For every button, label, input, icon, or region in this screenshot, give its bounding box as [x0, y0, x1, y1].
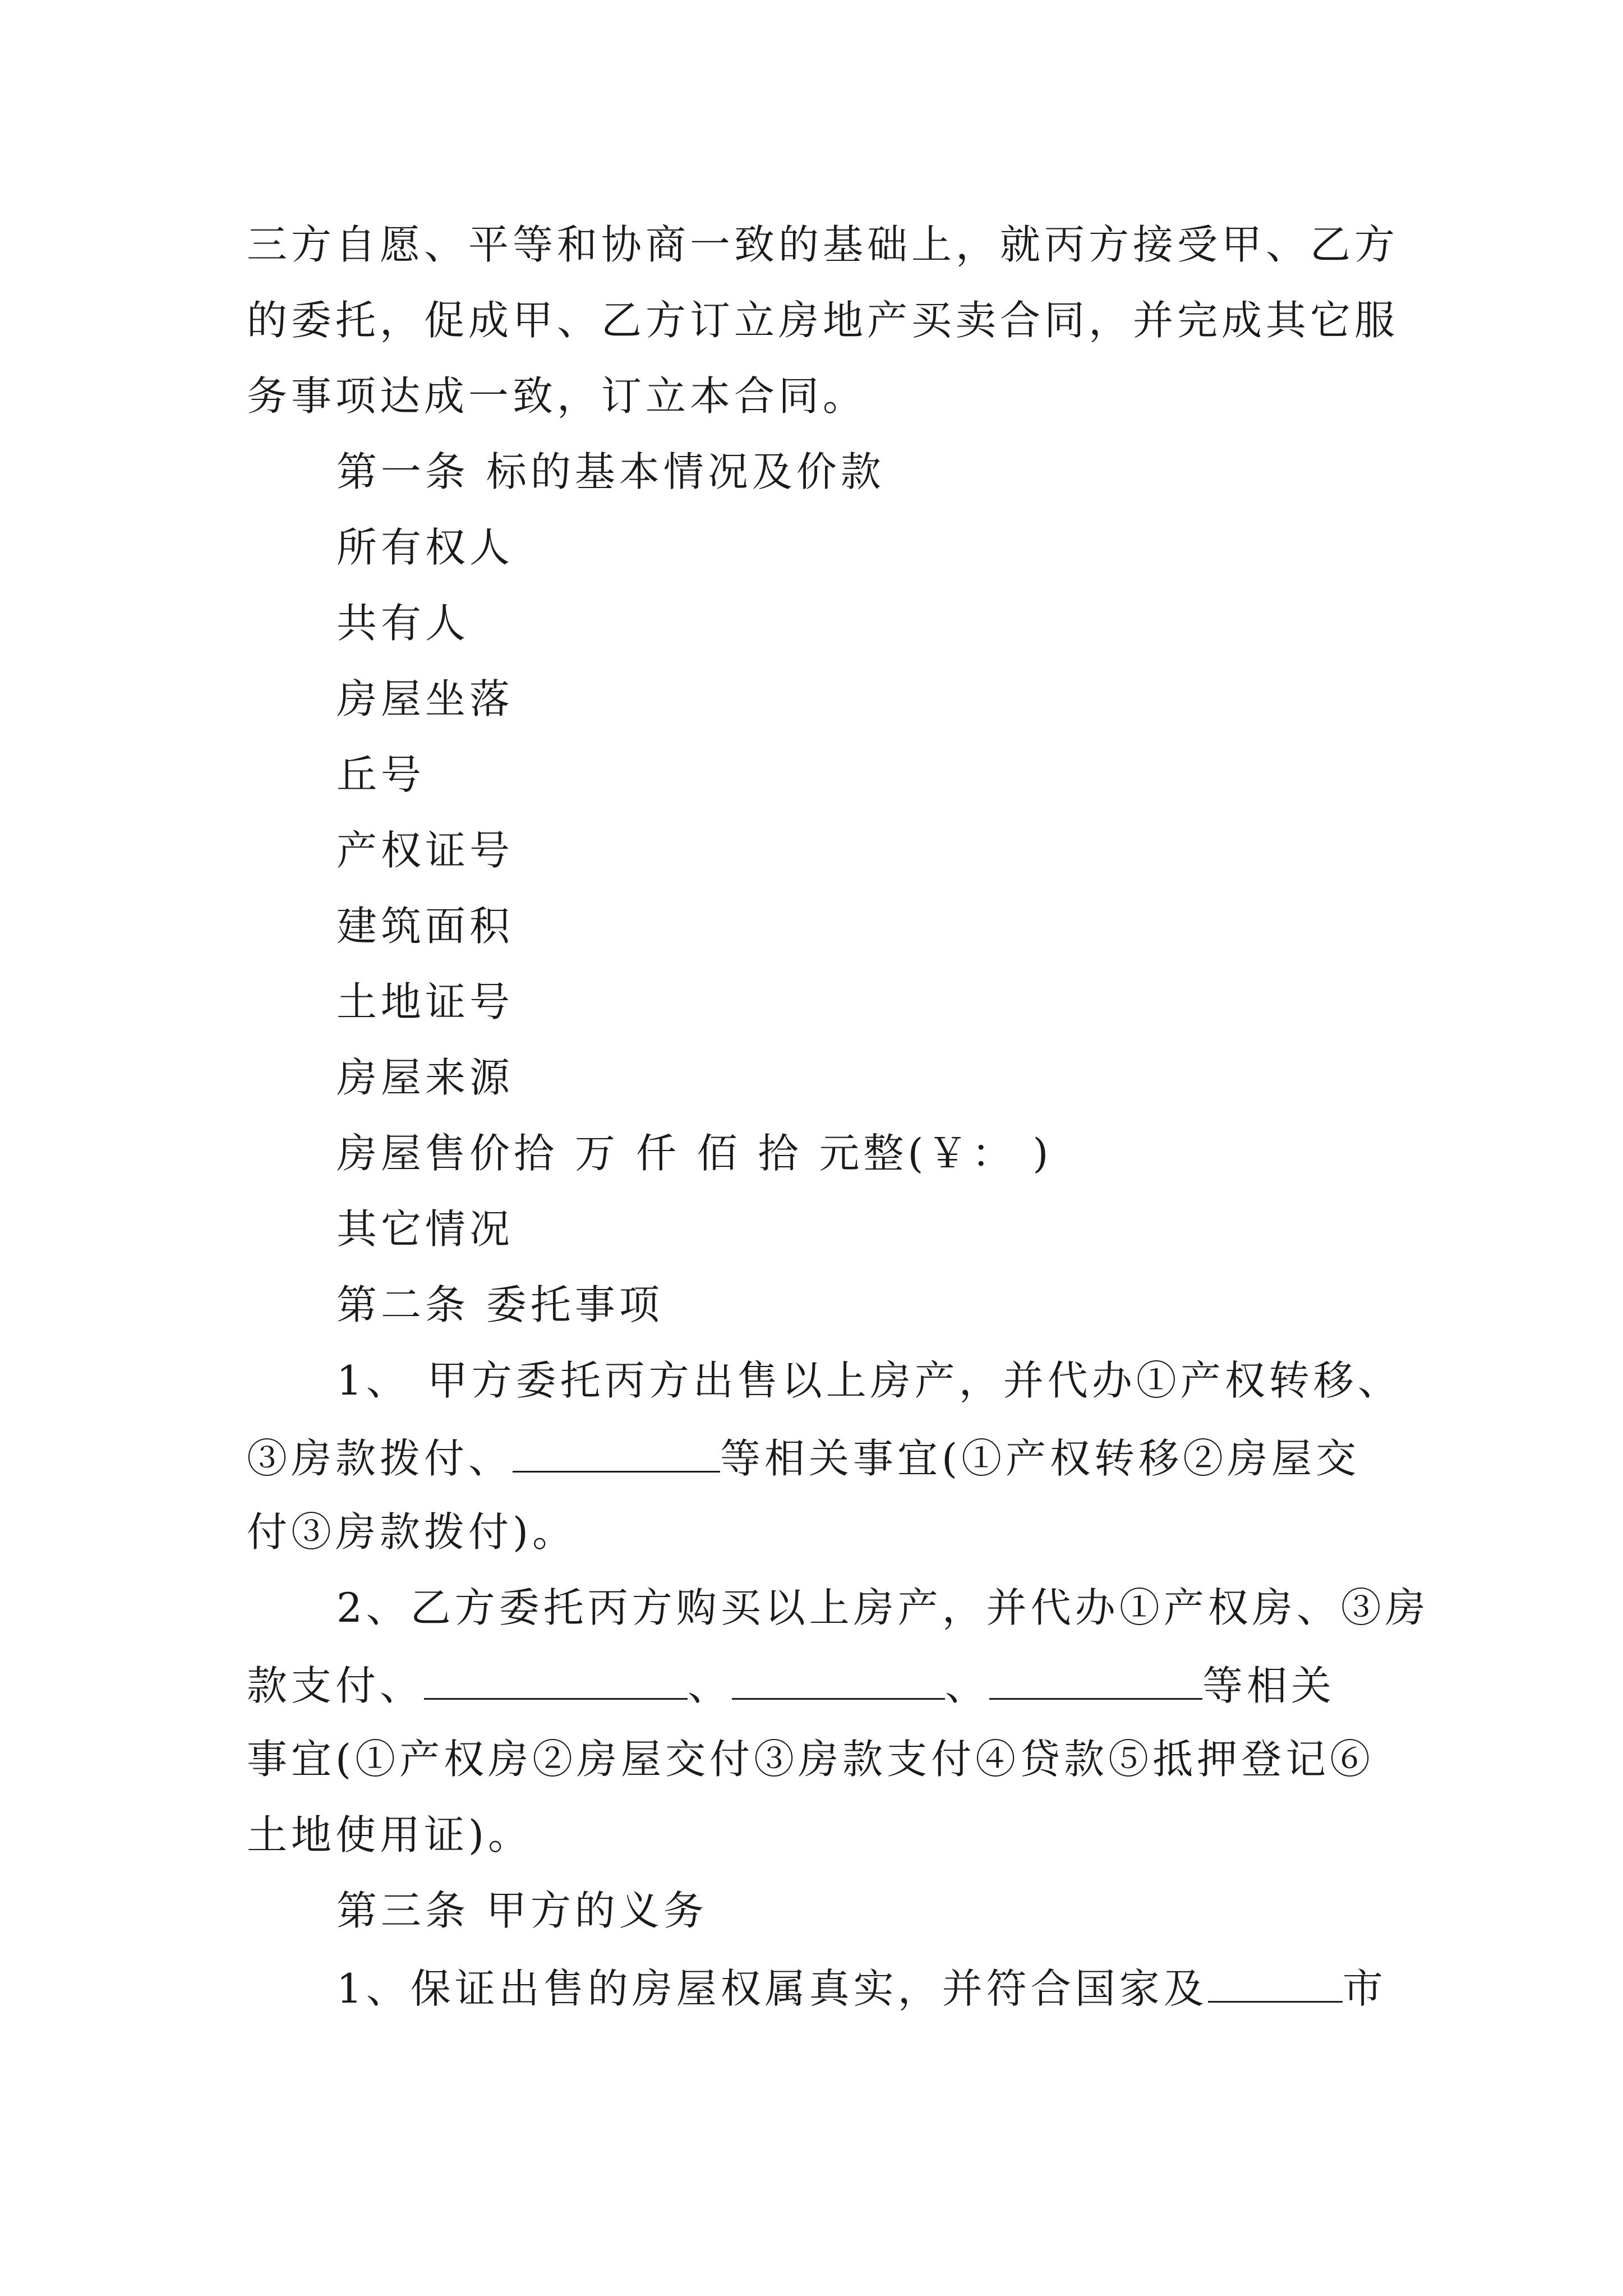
paragraph-line: 务事项达成一致，订立本合同。: [247, 372, 868, 420]
paragraph-line: 付③房款拨付)。: [247, 1508, 577, 1556]
field-label-lot-number: 丘号: [336, 751, 426, 798]
field-label-location: 房屋坐落: [336, 675, 514, 723]
line-text: 1、保证出售的房屋权属真实，并符合国家及: [336, 1965, 1208, 2012]
paragraph-line: 2、乙方委托丙方购买以上房产，并代办①产权房、③房: [336, 1584, 1430, 1631]
paragraph-line: [247, 1435, 1361, 1482]
line-text: ③房款拨付、: [247, 1435, 513, 1482]
paragraph-line: 土地使用证)。: [247, 1811, 533, 1858]
article-heading: 第一条 标的基本情况及价款: [336, 448, 885, 495]
field-label-price: 房屋售价拾 万 仟 佰 拾 元整(￥： ): [336, 1130, 1053, 1177]
field-label-house-source: 房屋来源: [336, 1054, 514, 1101]
paragraph-line: [247, 1662, 1336, 1709]
paragraph-line: 1、 甲方委托丙方出售以上房产，并代办①产权转移、: [336, 1357, 1402, 1404]
fill-in-blank: [1208, 1966, 1343, 2003]
paragraph-line: [336, 1965, 1387, 2012]
field-label-other: 其它情况: [336, 1205, 514, 1253]
line-text: 、: [945, 1662, 990, 1709]
field-label-floor-area: 建筑面积: [336, 903, 514, 950]
line-text: 、: [688, 1662, 732, 1709]
field-label-land-certificate: 土地证号: [336, 978, 514, 1025]
paragraph-line: 三方自愿、平等和协商一致的基础上，就丙方接受甲、乙方: [247, 221, 1399, 268]
article-heading: 第三条 甲方的义务: [336, 1887, 708, 1934]
line-text: 市: [1342, 1965, 1387, 2012]
line-text: 等相关: [1202, 1662, 1336, 1709]
article-heading: 第二条 委托事项: [336, 1281, 663, 1328]
field-label-co-owner: 共有人: [336, 600, 470, 647]
line-text: 款支付、: [247, 1662, 425, 1709]
paragraph-line: 的委托，促成甲、乙方订立房地产买卖合同，并完成其它服: [247, 297, 1399, 344]
fill-in-blank: [424, 1663, 688, 1700]
fill-in-blank: [732, 1663, 945, 1700]
fill-in-blank: [989, 1663, 1202, 1700]
fill-in-blank: [513, 1436, 720, 1473]
line-text: 等相关事宜(①产权转移②房屋交: [720, 1435, 1361, 1482]
field-label-owner: 所有权人: [336, 524, 514, 571]
paragraph-line: 事宜(①产权房②房屋交付③房款支付④贷款⑤抵押登记⑥: [247, 1736, 1375, 1783]
field-label-title-certificate: 产权证号: [336, 827, 514, 874]
